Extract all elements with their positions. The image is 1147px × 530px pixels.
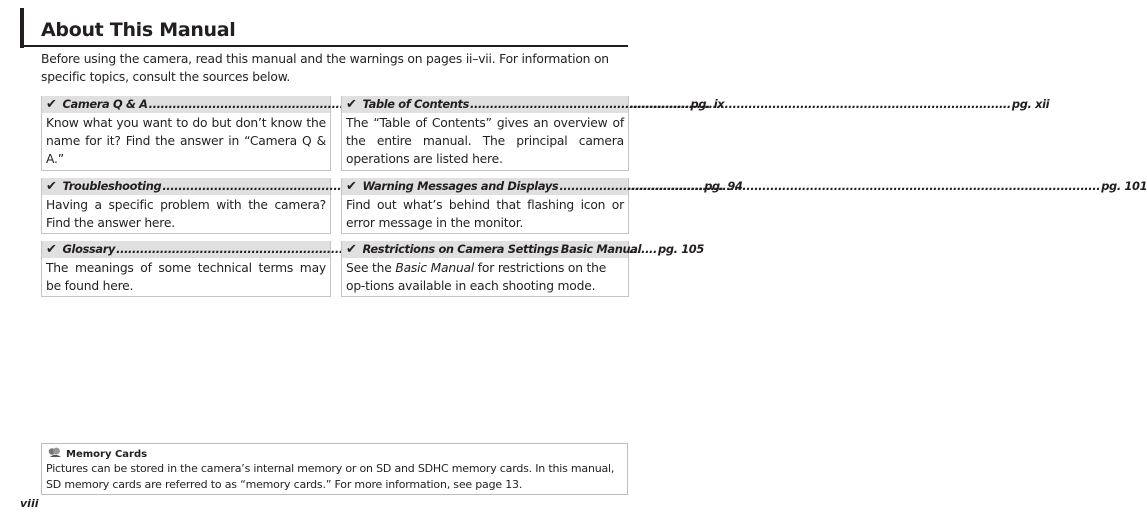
checkmark-icon: ✔ xyxy=(46,242,57,257)
memory-card-icon xyxy=(47,447,63,461)
section-body: The “Table of Contents” gives an overview of the entire manual. The principal camera operations are listed here. xyxy=(346,116,624,166)
section-page-ref: pg. ix xyxy=(690,97,725,111)
header-rule xyxy=(20,45,628,47)
section-header xyxy=(342,241,642,258)
checkmark-icon: ✔ xyxy=(346,242,357,257)
section-label: Camera Q & A xyxy=(62,97,148,111)
page-number: viii xyxy=(20,497,39,510)
checkmark-icon: ✔ xyxy=(346,179,357,194)
section-body-text: for restrictions on the op-tions available in each shooting mode. xyxy=(346,261,607,293)
note-header xyxy=(47,447,147,461)
section-label: Troubleshooting xyxy=(62,179,162,193)
section-label: Glossary xyxy=(62,242,116,256)
checkmark-icon: ✔ xyxy=(46,179,57,194)
leader-dots xyxy=(559,178,1100,195)
leader-dots xyxy=(470,96,1011,113)
note-title: Memory Cards xyxy=(66,448,148,460)
section-body: Having a specific problem with the camera? Find the answer here. xyxy=(46,198,326,230)
section-label: Restrictions on Camera Settings xyxy=(362,242,559,256)
section-label: Warning Messages and Displays xyxy=(362,179,559,193)
checkmark-icon: ✔ xyxy=(46,97,57,112)
section-body: Know what you want to do but don’t know the name for it? Find the answer in “Camera Q & A.” xyxy=(46,116,326,166)
section-body-text: See the xyxy=(346,261,396,275)
section-page-ref: pg. 94 xyxy=(704,179,743,193)
memory-card-note xyxy=(41,443,628,495)
section-body xyxy=(342,258,628,297)
section-body-emphasis: Basic Manual xyxy=(395,261,475,275)
page-title: About This Manual xyxy=(41,19,236,41)
section-label: Table of Contents xyxy=(362,97,469,111)
section-body: Find out what’s behind that flashing icon or error message in the monitor. xyxy=(346,198,624,230)
note-body: Pictures can be stored in the camera’s internal memory or on SD and SDHC memory cards. In this manual, SD memory cards are referred to as “memory cards.” For more information, see page 13. xyxy=(46,462,615,491)
section-page-ref: pg. 101 xyxy=(1101,179,1147,193)
section-body: The meanings of some technical terms may be found here. xyxy=(46,261,326,293)
section-page-ref: Basic Manual xyxy=(560,242,642,256)
intro-text: Before using the camera, read this manual and the warnings on pages ii–vii. For information on specific topics, consult the sources below. xyxy=(41,52,609,84)
section-page-ref: pg. 105 xyxy=(658,242,704,256)
section-page-ref: pg. xii xyxy=(1011,97,1050,111)
checkmark-icon: ✔ xyxy=(346,97,357,112)
section-restrictions xyxy=(341,241,642,297)
header-bar xyxy=(20,8,24,48)
